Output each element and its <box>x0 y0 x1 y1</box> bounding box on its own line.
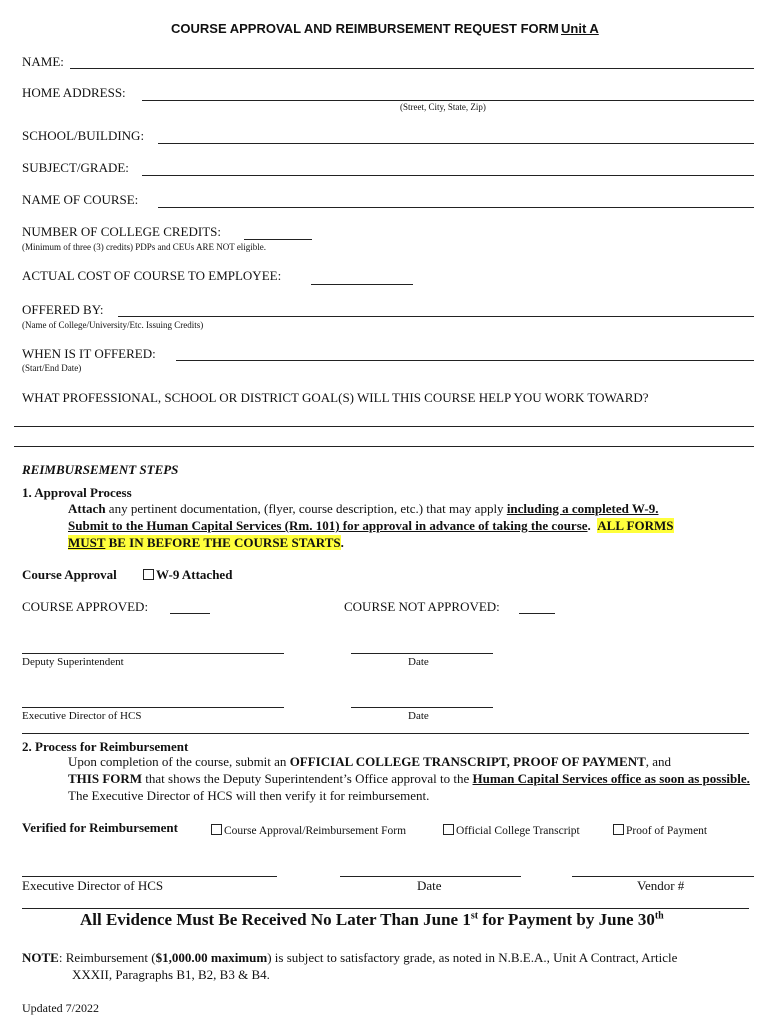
step1-all-forms: ALL FORMS <box>597 518 674 533</box>
not-approved-field[interactable] <box>519 613 555 614</box>
note-b: $1,000.00 maximum <box>155 950 268 965</box>
note-a: : Reimbursement ( <box>58 950 156 965</box>
name-field[interactable] <box>70 68 754 69</box>
credits-field[interactable] <box>244 239 312 240</box>
goals-label: WHAT PROFESSIONAL, SCHOOL OR DISTRICT GOAL(S) WILL THIS COURSE HELP YOU WORK TOWARD? <box>22 390 649 405</box>
approved-field[interactable] <box>170 613 210 614</box>
step2-b: OFFICIAL COLLEGE TRANSCRIPT, PROOF OF PAYMENT <box>289 754 646 769</box>
form-title: COURSE APPROVAL AND REIMBURSEMENT REQUEST FORM <box>171 21 559 36</box>
step2-e: that shows the Deputy Superintendent’s Office approval to the <box>142 771 473 786</box>
opt-payment-row[interactable] <box>613 824 707 837</box>
opt-transcript-row[interactable] <box>443 824 580 837</box>
section-divider <box>22 733 749 734</box>
step1-period: . <box>587 518 591 533</box>
step1-paragraph <box>68 500 758 551</box>
step2-f: Human Capital Services office as soon as possible. <box>472 771 750 786</box>
w9-checkbox[interactable] <box>143 569 154 580</box>
school-label: SCHOOL/BUILDING: <box>22 128 145 143</box>
credits-label: NUMBER OF COLLEGE CREDITS: <box>22 224 221 239</box>
step2-a: Upon completion of the course, submit an <box>68 754 290 769</box>
when-hint: (Start/End Date) <box>22 363 82 373</box>
opt-form-label: Course Approval/Reimbursement Form <box>224 825 407 837</box>
opt-form-row[interactable] <box>211 824 406 837</box>
offered-by-label: OFFERED BY: <box>22 302 104 317</box>
step1-must: MUST <box>68 535 106 550</box>
home-address-field[interactable] <box>142 100 754 101</box>
step1-text: any pertinent documentation, (flyer, course description, etc.) that may apply <box>105 501 507 516</box>
step1-attach: Attach <box>68 501 106 516</box>
verify-exec-label: Executive Director of HCS <box>22 878 164 893</box>
note-paragraph <box>22 949 757 983</box>
name-label: NAME: <box>22 54 64 69</box>
updated-label: Updated 7/2022 <box>22 1001 99 1015</box>
exec-date-label: Date <box>408 710 429 722</box>
footer-divider <box>22 908 749 909</box>
step1-title: 1. Approval Process <box>22 485 132 500</box>
exec-date-line[interactable] <box>351 707 493 708</box>
when-label: WHEN IS IT OFFERED: <box>22 346 156 361</box>
step2-paragraph <box>68 753 758 804</box>
not-approved-label: COURSE NOT APPROVED: <box>344 599 500 614</box>
offered-by-hint: (Name of College/University/Etc. Issuing Credits) <box>22 320 204 330</box>
vendor-line[interactable] <box>572 876 754 877</box>
offered-by-field[interactable] <box>118 316 754 317</box>
opt-form-checkbox[interactable] <box>211 824 222 835</box>
w9-checkbox-row[interactable] <box>143 567 232 583</box>
deadline-sup2: th <box>654 910 664 922</box>
step2-c: , and <box>645 754 672 769</box>
deadline-sup1: st <box>470 910 479 922</box>
step1-submit: Submit to the Human Capital Services (Rm. 101) for approval in advance of taking the course <box>68 518 588 533</box>
opt-payment-checkbox[interactable] <box>613 824 624 835</box>
step1-end: . <box>340 535 344 550</box>
cost-field[interactable] <box>311 284 413 285</box>
goals-line-2[interactable] <box>14 446 754 447</box>
steps-heading: REIMBURSEMENT STEPS <box>22 462 179 477</box>
opt-payment-label: Proof of Payment <box>626 825 708 837</box>
deadline-b: for Payment by June 30 <box>478 910 655 929</box>
deadline-a: All Evidence Must Be Received No Later Than June 1 <box>80 910 471 929</box>
step1-before: BE IN BEFORE THE COURSE STARTS <box>105 535 341 550</box>
deputy-label: Deputy Superintendent <box>22 656 124 668</box>
when-field[interactable] <box>176 360 754 361</box>
credits-hint: (Minimum of three (3) credits) PDPs and CEUs ARE NOT eligible. <box>22 242 267 252</box>
step2-title: 2. Process for Reimbursement <box>22 739 189 754</box>
subject-label: SUBJECT/GRADE: <box>22 160 129 175</box>
exec-label: Executive Director of HCS <box>22 710 142 722</box>
opt-transcript-label: Official College Transcript <box>456 825 580 837</box>
course-name-label: NAME OF COURSE: <box>22 192 139 207</box>
opt-transcript-checkbox[interactable] <box>443 824 454 835</box>
address-hint: (Street, City, State, Zip) <box>400 102 486 112</box>
verify-date-line[interactable] <box>340 876 521 877</box>
goals-line-1[interactable] <box>14 426 754 427</box>
deadline-banner <box>80 910 664 930</box>
school-field[interactable] <box>158 143 754 144</box>
step2-d: THIS FORM <box>68 771 143 786</box>
home-address-label: HOME ADDRESS: <box>22 85 126 100</box>
approved-label: COURSE APPROVED: <box>22 599 149 614</box>
subject-field[interactable] <box>142 175 754 176</box>
course-name-field[interactable] <box>158 207 754 208</box>
note-label: NOTE <box>22 950 59 965</box>
deputy-date-line[interactable] <box>351 653 493 654</box>
note-d: XXXII, Paragraphs B1, B2, B3 & B4. <box>72 967 270 982</box>
step1-w9: including a completed W-9. <box>506 501 659 516</box>
course-approval-label: Course Approval <box>22 567 117 582</box>
cost-label: ACTUAL COST OF COURSE TO EMPLOYEE: <box>22 268 282 283</box>
vendor-label: Vendor # <box>637 878 685 893</box>
unit-label: Unit A <box>561 21 599 36</box>
exec-signature-line[interactable] <box>22 707 284 708</box>
step2-g: The Executive Director of HCS will then verify it for reimbursement. <box>68 788 430 803</box>
deputy-signature-line[interactable] <box>22 653 284 654</box>
w9-label: W-9 Attached <box>156 567 233 582</box>
verify-signature-line[interactable] <box>22 876 277 877</box>
note-c: ) is subject to satisfactory grade, as noted in N.B.E.A., Unit A Contract, Article <box>267 950 678 965</box>
verified-label: Verified for Reimbursement <box>22 820 178 835</box>
verify-date-label: Date <box>417 878 442 893</box>
deputy-date-label: Date <box>408 656 429 668</box>
